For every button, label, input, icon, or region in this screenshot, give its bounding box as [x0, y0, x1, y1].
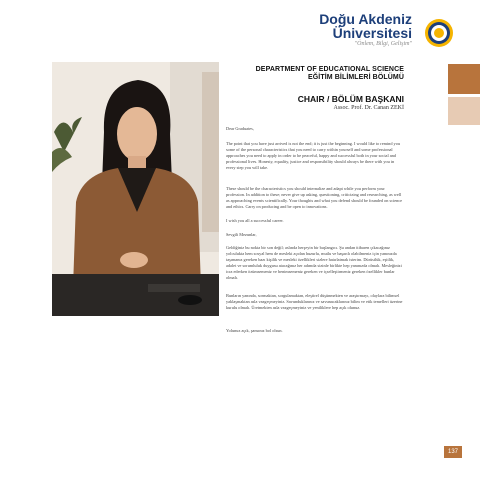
chair-name: Assoc. Prof. Dr. Canan ZEKİ: [333, 105, 404, 111]
logo-motto: "Önlem, Bilgi, Gelişim": [354, 41, 412, 47]
logo-text: [319, 12, 412, 47]
wish-tr-text: Yolunuz açık, şansınız bol olsun.: [226, 328, 283, 333]
chair-portrait-photo: [52, 62, 219, 316]
accent-bar-light: [448, 97, 480, 125]
portrait-illustration: [52, 62, 219, 316]
letter-greeting-tr: [226, 232, 404, 238]
logo-line2: Üniversitesi: [332, 25, 412, 41]
wish-en-text: I wish you all a successful career.: [226, 218, 284, 223]
department-title-en: DEPARTMENT OF EDUCATIONAL SCIENCE: [255, 66, 404, 73]
letter-paragraph-en-1: [226, 141, 404, 171]
university-logo: [260, 12, 460, 54]
chair-heading: CHAIR / BÖLÜM BAŞKANI: [297, 94, 404, 104]
department-title-tr: EĞİTİM BİLİMLERİ BÖLÜMÜ: [307, 74, 404, 81]
paragraph-en-1-text: The point that you have just arrived is not the end; it is just the beginning. I would like to remind you some of the personal characteristics that you need to carry within yourself and some professional approaches you need to apply in order to be peaceful, happy and successful both in your social and professional lives. Honesty, equality, justice and responsibility should always be there with you in every step you will take.: [226, 141, 400, 170]
paragraph-en-2-text: These should be the characteristics you should internalize and adapt while you perform your profession. In addition to these; never give up asking, questioning, criticizing and researching, as well as approaching events scientifically. Your thoughts and what you defend should be founded on science and ethics. Carry on producing and be open to innovations.: [226, 186, 403, 209]
letter-paragraph-tr-1: [226, 245, 404, 281]
letter-paragraph-en-2: [226, 186, 404, 210]
paragraph-tr-1-text: Geldiğiniz bu nokta bir son değil; aslında herşeyin bir başlangıcı. Şu andan itibaren çıkacağınız yolculukta hem sosyal hem de mesleki açıdan huzurlu, mutlu ve başarılı olabilmeniz için yanınızda taşımanız gereken bazı kişilik ve mesleki özellikleri sizlere hatırlatmak isterim. Dürüstlük, eşitlik, adalet ve sorumluluk duygusu atacağınız her adımda sizinle birlikte hep yanınızda olmalı. Mesleğinizi icra ederken özümsemeniz ve benimsemeniz gereken ve içselleştirmeniz gereken özellikler bunlar olmalı.: [226, 245, 402, 280]
page-number: 137: [444, 446, 462, 458]
letter-paragraph-tr-2: [226, 293, 404, 311]
letter-wish-en: [226, 218, 404, 224]
university-seal-icon: [424, 18, 454, 48]
logo-line1: Doğu Akdeniz: [319, 11, 412, 27]
accent-bar-brown: [448, 64, 480, 94]
letter-wish-tr: [226, 328, 404, 334]
paragraph-tr-2-text: Bunların yanında, sormaktan, sorgulamaktan, eleştirel düşünmekten ve araştırmayı, olaylara bilimsel yaklaşmaktan asla vazgeçmeyiniz. Savunduklarınız ve savunacaklarınız bilim ve etik temelleri üzerine kurulu olmalı. Üretmekten asla vazgeçmeyiniz ve yeniliklere hep açık olunuz.: [226, 293, 403, 310]
greeting-en-text: Dear Graduates,: [226, 126, 254, 131]
letter-greeting-en: [226, 126, 404, 132]
greeting-tr-text: Sevgili Mezunlar,: [226, 232, 257, 237]
